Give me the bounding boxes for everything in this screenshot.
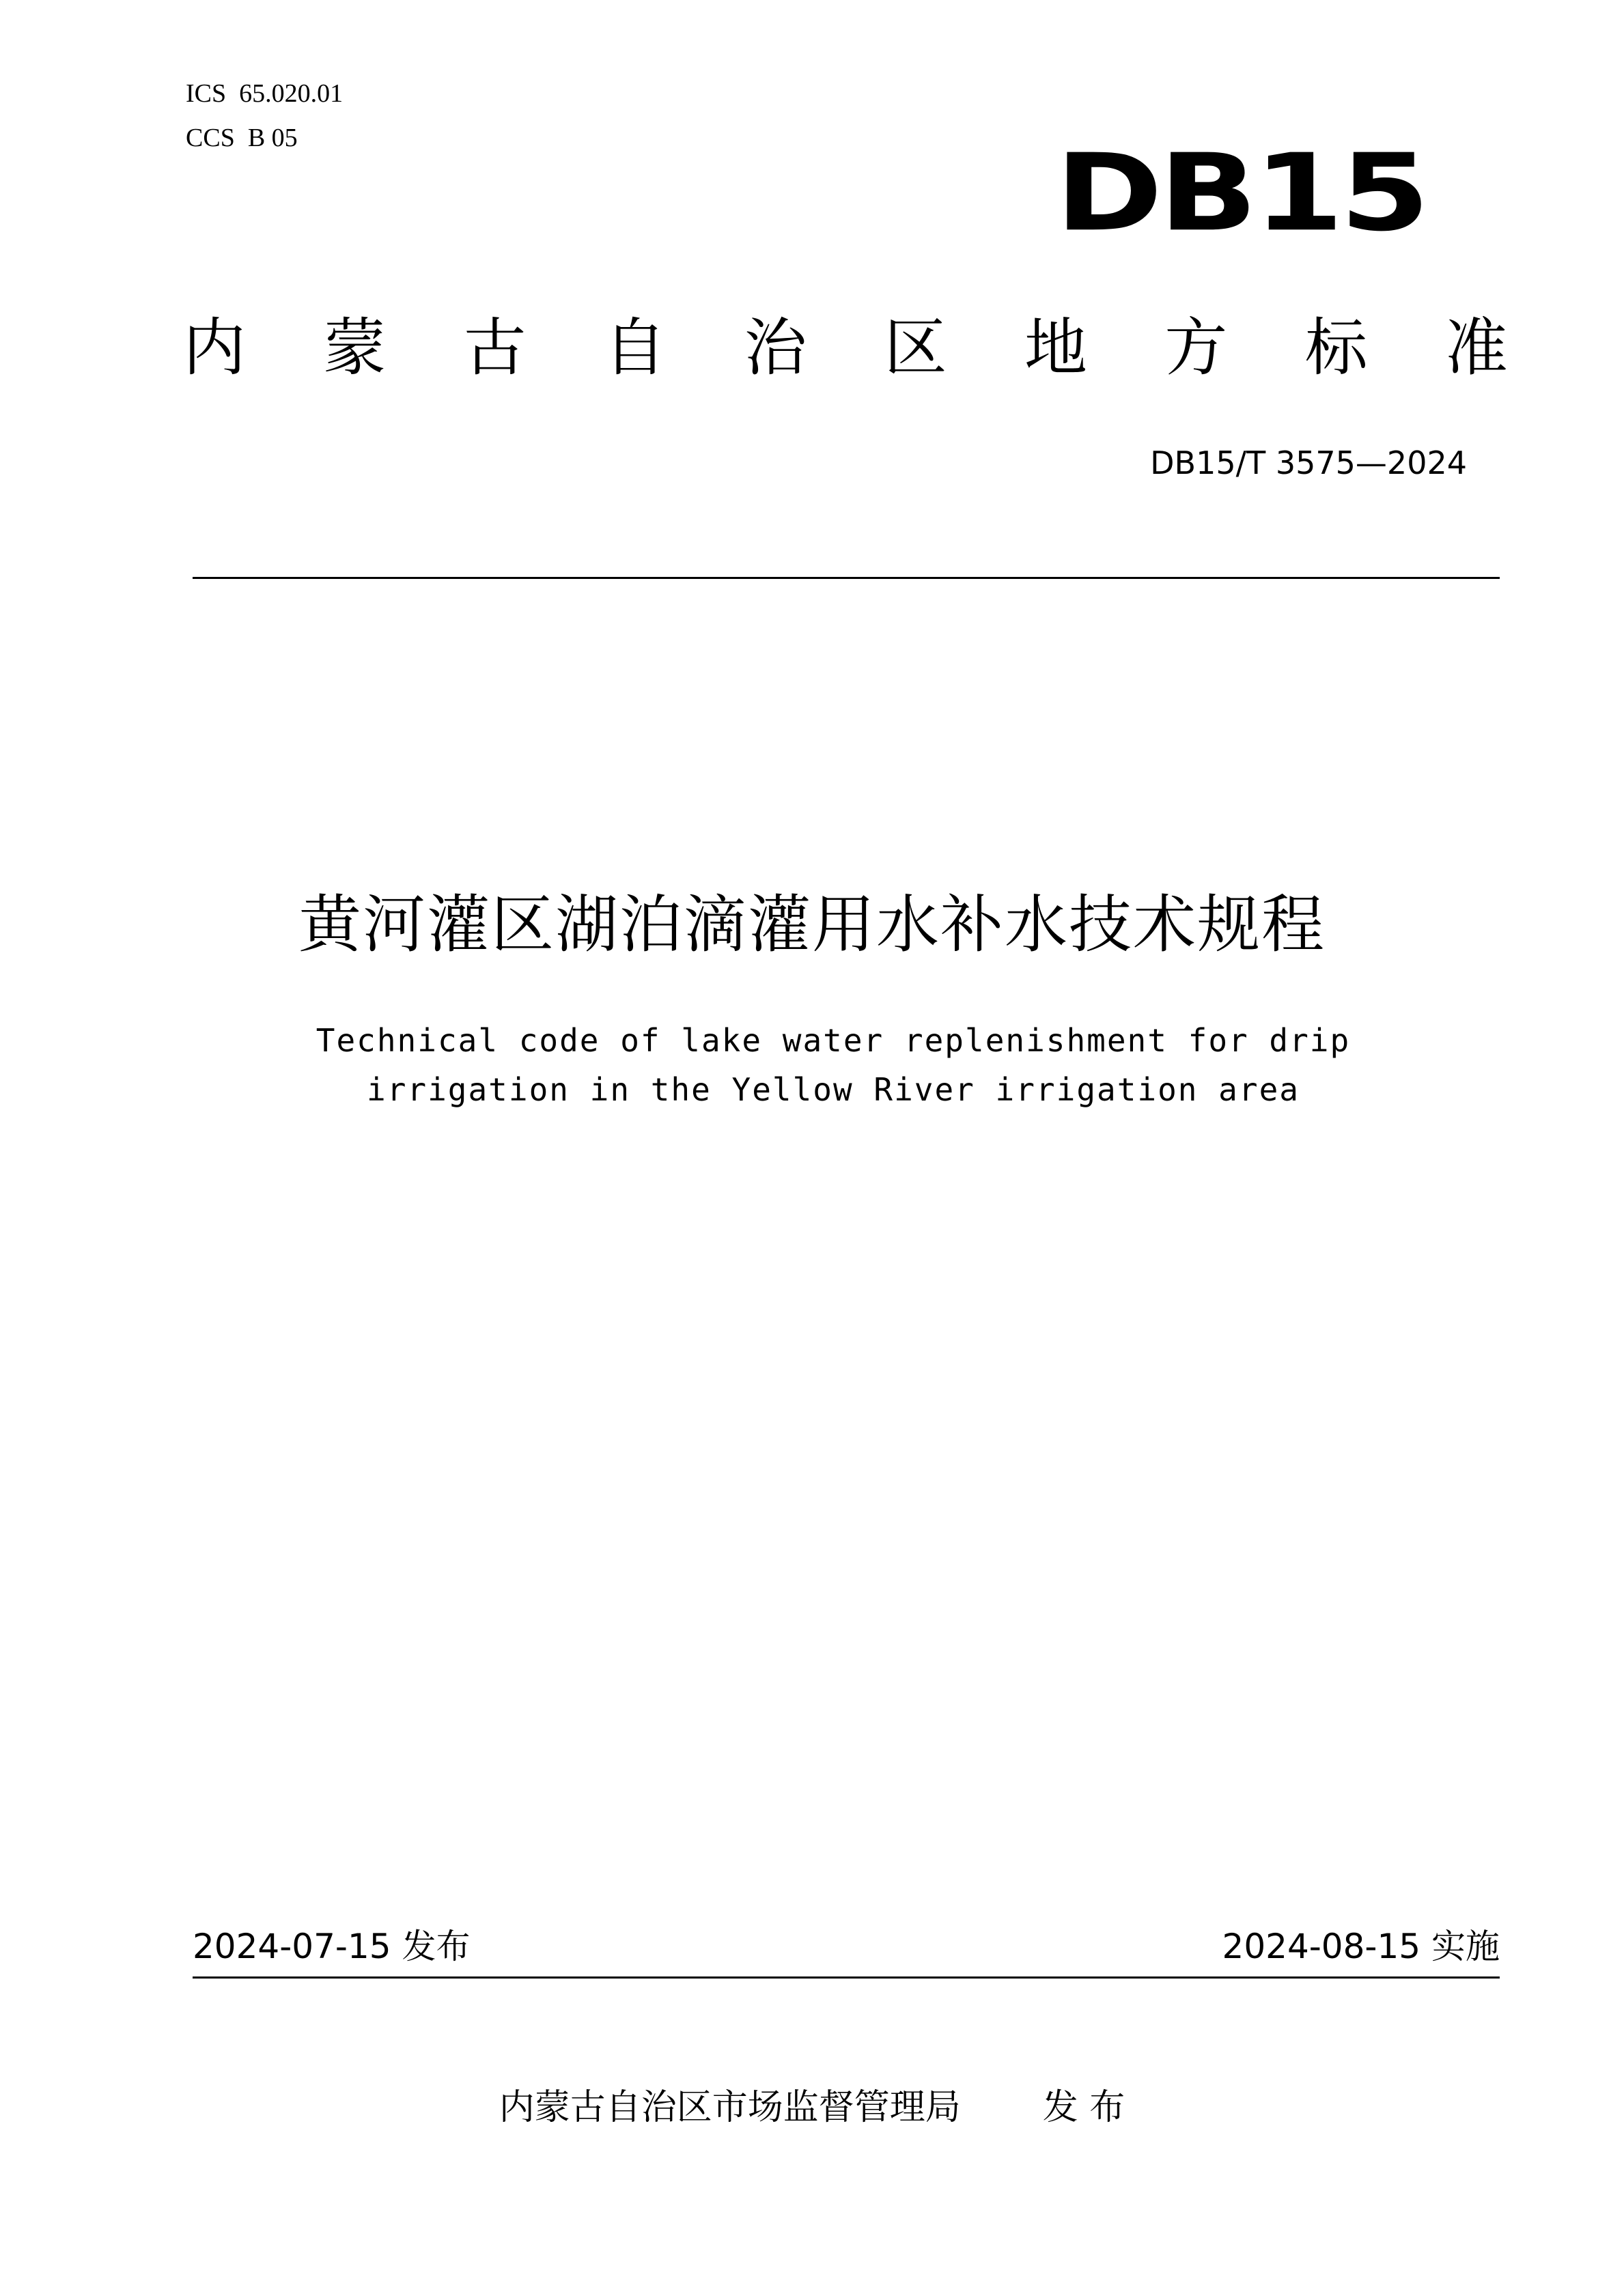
standard-mark-logo: DB15	[1055, 130, 1426, 255]
title-english: Technical code of lake water replenishment for drip irrigation in the Yellow River irrigation area	[316, 1022, 1351, 1108]
publish-date: 2024-07-15 发布	[193, 1927, 471, 1966]
standard-type-char: 方	[1164, 311, 1228, 384]
ccs-code: CCS B 05	[186, 124, 298, 152]
standard-type-heading	[183, 311, 1508, 386]
issuer-action: 发 布	[1042, 2087, 1125, 2128]
standard-type-char: 古	[463, 311, 527, 384]
issuer-line	[0, 2086, 1624, 2129]
top-divider	[193, 577, 1500, 579]
standard-type-char: 自	[603, 311, 667, 384]
standard-type-char: 准	[1444, 311, 1508, 384]
standard-type-char: 区	[884, 311, 947, 384]
standard-number: DB15/T 3575—2024	[1150, 444, 1467, 481]
standard-type-char: 内	[183, 311, 247, 384]
standard-type-char: 地	[1024, 311, 1087, 384]
standard-type-char: 治	[744, 311, 807, 384]
effective-date: 2024-08-15 实施	[1222, 1927, 1500, 1966]
title-chinese: 黄河灌区湖泊滴灌用水补水技术规程	[298, 888, 1326, 961]
bottom-divider	[193, 1976, 1500, 1979]
ics-code: ICS 65.020.01	[186, 79, 344, 108]
standard-type-char: 蒙	[323, 311, 387, 384]
standard-type-char: 标	[1304, 311, 1368, 384]
issuer-name: 内蒙古自治区市场监督管理局	[499, 2087, 961, 2128]
